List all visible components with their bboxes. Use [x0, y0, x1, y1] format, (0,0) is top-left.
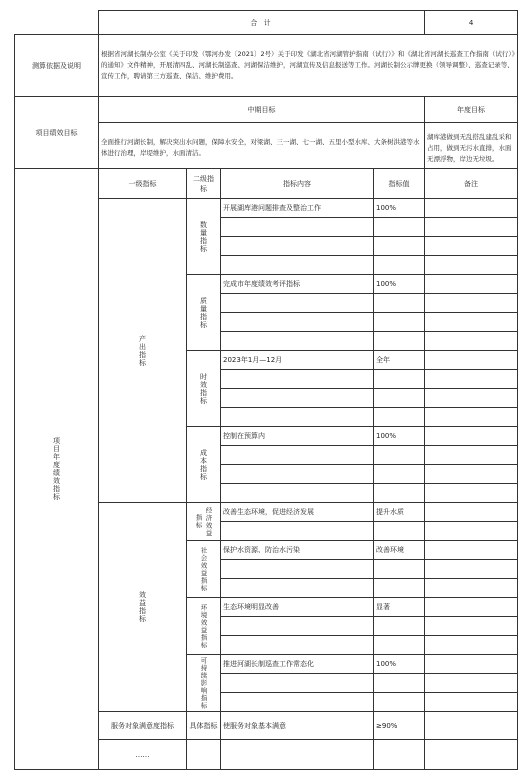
goals-label: 项目绩效目标: [15, 97, 99, 169]
satisfaction-sub: 具体指标: [187, 712, 221, 740]
header-content: 指标内容: [221, 169, 374, 199]
economic-label: [187, 503, 221, 541]
quality-label: [187, 275, 221, 351]
header-level1: 一级指标: [99, 169, 187, 199]
indicator-side-label: [15, 169, 99, 770]
social-label-text: 社会效益指标: [199, 546, 208, 592]
quantity-value: 100%: [374, 199, 425, 218]
effect-label-text: 效益指标: [138, 591, 147, 623]
timeliness-value: 全年: [374, 351, 425, 370]
economic-value: 提升水质: [374, 503, 425, 522]
year-goal-header: 年度目标: [425, 97, 518, 123]
environment-label-text: 环境效益指标: [199, 603, 208, 649]
sustain-label-text: 可持续影响指标: [199, 656, 208, 710]
cost-label: [187, 427, 221, 503]
basis-label: 测算依据及说明: [15, 35, 99, 97]
mid-goal-text: 全面推行河湖长制，解决突出水问题，保障水安全，对梁湖、三一湖、七一湖、五里小型水库、大条树洪港等水体进行治理，岸堤维护，水面清洁。: [99, 129, 425, 169]
ellipsis-cell: ……: [99, 740, 187, 770]
effect-label: [99, 503, 187, 712]
indicator-side-text: 项目年度绩效指标: [52, 437, 61, 501]
mid-goal-header: 中期目标: [99, 97, 425, 123]
sustain-value: 100%: [374, 655, 425, 674]
satisfaction-value: ≥90%: [374, 712, 425, 740]
header-remark: 备注: [425, 169, 518, 199]
social-label: [187, 541, 221, 598]
social-content: 保护水资源、防治水污染: [221, 541, 374, 560]
satisfaction-label: 服务对象满意度指标: [99, 712, 187, 740]
sustain-content: 推进河湖长制巡查工作常态化: [221, 655, 374, 674]
total-label: 合 计: [99, 11, 425, 35]
header-level2: 二级指标: [187, 169, 221, 199]
performance-target-table: [14, 10, 517, 770]
quality-label-text: 质量指标: [199, 296, 208, 329]
timeliness-label: [187, 351, 221, 427]
quality-value: 100%: [374, 275, 425, 294]
social-value: 改善环境: [374, 541, 425, 560]
quantity-content: 开展湖库港问题排查及整治工作: [221, 199, 374, 218]
total-value: 4: [425, 11, 518, 35]
quantity-label-text: 数量指标: [199, 220, 208, 253]
output-label: [99, 199, 187, 503]
economic-label-text: 经济效益指标: [194, 506, 213, 537]
economic-content: 改善生态环境，促进经济发展: [221, 503, 374, 522]
cost-value: 100%: [374, 427, 425, 446]
header-value: 指标值: [374, 169, 425, 199]
environment-value: 显著: [374, 598, 425, 617]
cost-content: 控制在预算内: [221, 427, 374, 446]
environment-label: [187, 598, 221, 655]
basis-text: 根据省河湖长制办公室《关于印发（鄂河办发〔2021〕2号）关于印发《湖北省河湖管护指南（试行）》和《湖北省河湖长巡查工作指南（试行）》的通知》文件精神，开展清四乱、河湖长制巡查、河湖保洁维护，河湖宣传及信息报送等工作。河湖长制公示牌更换（领导调整）、巡查记录等、宣传工作，聘请第三方巡查、保洁、维护费用。: [99, 35, 518, 97]
timeliness-label-text: 时效指标: [199, 372, 208, 405]
environment-content: 生态环境明显改善: [221, 598, 374, 617]
timeliness-content: 2023年1月—12月: [221, 351, 374, 370]
satisfaction-content: 使服务对象基本满意: [221, 712, 374, 740]
sustain-label: [187, 655, 221, 712]
quality-content: 完成市年度绩效考评指标: [221, 275, 374, 294]
cost-label-text: 成本指标: [199, 448, 208, 481]
quantity-label: [187, 199, 221, 275]
year-goal-text: 湖库港做到无乱搭乱建乱采和占用，做到无污水直排，水面无漂浮物，岸边无垃圾。: [425, 129, 518, 169]
output-label-text: 产出指标: [138, 334, 147, 367]
